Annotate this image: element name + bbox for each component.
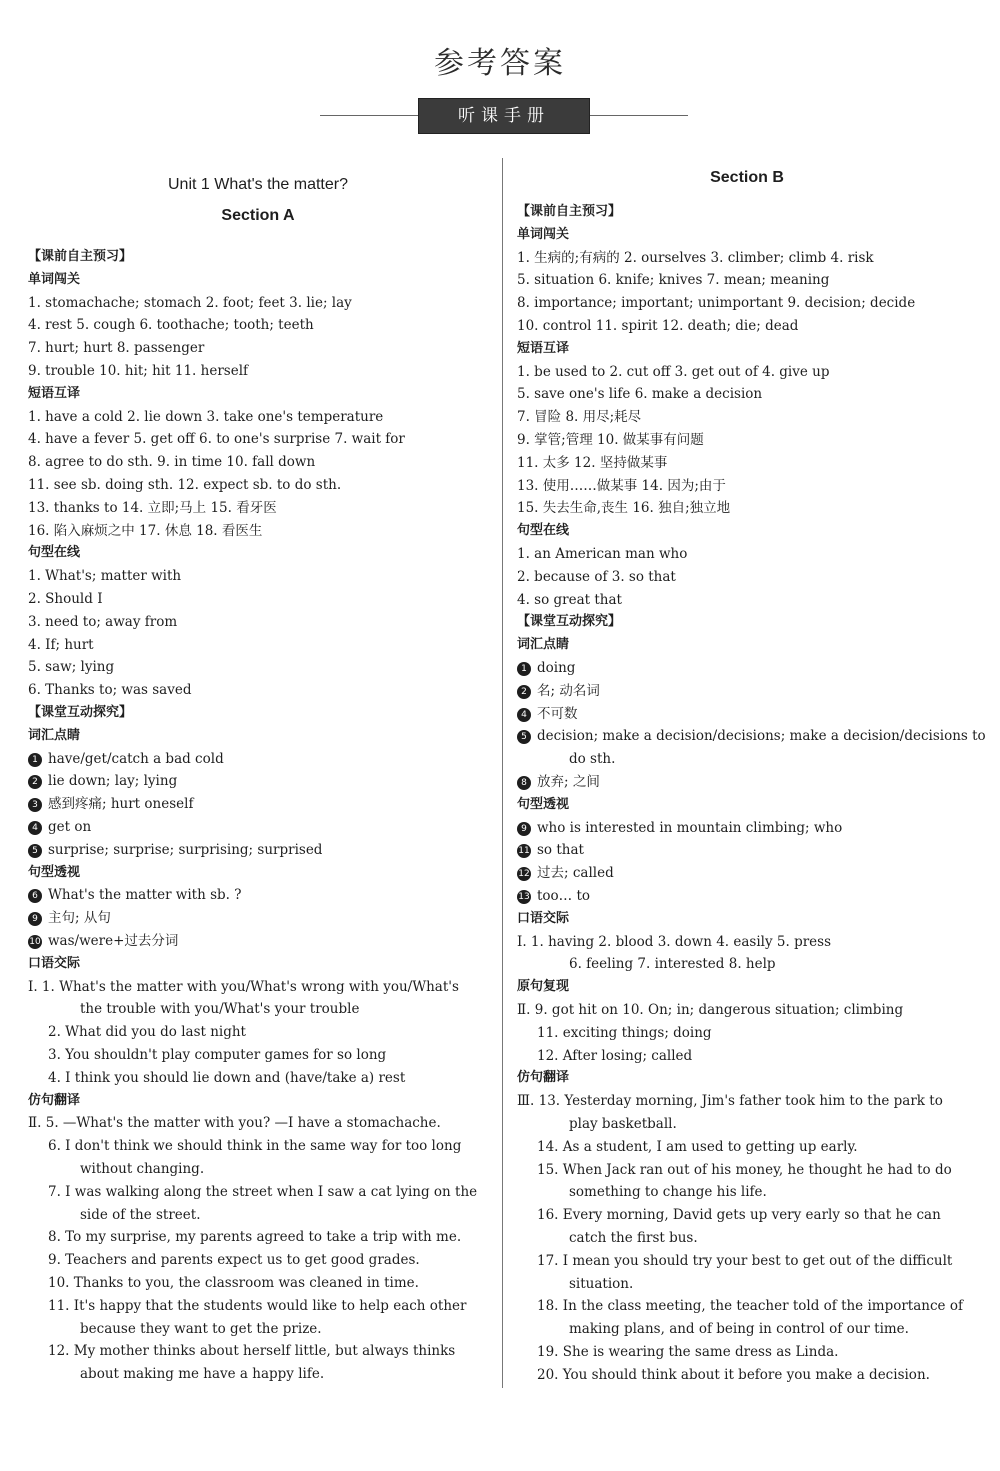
circled-number-icon: 8	[517, 776, 531, 790]
line-text: 感到疼痛; hurt oneself	[48, 796, 194, 813]
answer-line	[517, 817, 842, 839]
line-text: 12. After losing; called	[537, 1047, 693, 1064]
section-heading	[28, 862, 80, 884]
answer-line	[28, 634, 94, 656]
line-text: without changing.	[80, 1161, 205, 1177]
answer-line	[28, 1112, 441, 1134]
line-text: 14. As a student, I am used to getting up early.	[537, 1138, 858, 1155]
answer-line	[517, 269, 829, 291]
line-text: 过去; called	[537, 865, 614, 882]
line-text: 11. It's happy that the students would like to help each other	[48, 1297, 467, 1314]
answer-line	[517, 292, 915, 314]
line-text: 11. see sb. doing sth. 12. expect sb. to do sth.	[28, 477, 342, 493]
unit-title: Unit 1 What's the matter?	[167, 176, 348, 193]
section-heading	[28, 725, 80, 747]
line-text: 1. have a cold 2. lie down 3. take one's temperature	[28, 408, 384, 425]
section-heading	[517, 338, 569, 360]
answer-line	[80, 1158, 204, 1180]
line-text: Ⅱ. 9. got hit on 10. On; in; dangerous situation; climbing	[517, 1002, 904, 1018]
answer-line	[28, 428, 405, 450]
line-text: so that	[537, 842, 584, 859]
answer-line	[537, 1364, 930, 1386]
answer-line	[48, 1067, 405, 1089]
line-text: 11. exciting things; doing	[537, 1024, 712, 1041]
answer-line	[28, 816, 91, 838]
line-text: who is interested in mountain climbing; who	[537, 819, 843, 836]
section-b-title: Section B	[710, 169, 784, 186]
answer-line	[537, 1204, 941, 1226]
section-heading	[28, 542, 80, 564]
section-heading	[28, 269, 80, 291]
line-text: 10. Thanks to you, the classroom was cleaned in time.	[48, 1275, 419, 1291]
answer-line	[569, 1181, 767, 1203]
answer-line	[537, 1136, 858, 1158]
answer-line	[517, 885, 590, 907]
answer-line	[48, 1021, 246, 1043]
answer-line	[48, 1272, 419, 1294]
circled-number-icon: 1	[28, 753, 42, 767]
answer-line	[517, 406, 641, 428]
line-text: 1. 生病的;有病的 2. ourselves 3. climber; climb 4. risk	[517, 249, 874, 266]
line-text: side of the street.	[80, 1206, 201, 1223]
line-text: 4. I think you should lie down and (have/take a) rest	[48, 1069, 406, 1086]
circled-number-icon: 9	[28, 912, 42, 926]
answer-line	[28, 748, 224, 770]
answer-line	[28, 656, 114, 678]
answer-line	[537, 1250, 952, 1272]
answer-line	[28, 611, 177, 633]
line-text: 9. Teachers and parents expect us to get good grades.	[48, 1252, 420, 1269]
answer-line	[517, 315, 798, 337]
answer-line	[28, 976, 459, 998]
section-heading	[517, 201, 621, 223]
circled-number-icon: 4	[517, 708, 531, 722]
section-heading	[517, 611, 621, 633]
line-text: 4. so great that	[517, 591, 622, 608]
line-text: 仿句翻译	[517, 1070, 570, 1086]
answer-line	[28, 770, 177, 792]
line-text: 单词闯关	[517, 226, 570, 242]
answer-line	[28, 497, 277, 519]
section-heading	[517, 908, 569, 930]
answer-line	[28, 930, 178, 952]
line-text: 20. You should think about it before you make a decision.	[537, 1366, 930, 1383]
circled-number-icon: 12	[518, 869, 530, 880]
answer-line	[517, 680, 600, 702]
line-text: the trouble with you/What's your trouble	[80, 1001, 360, 1018]
section-banner	[320, 98, 688, 134]
line-text: 16. Every morning, David gets up very early so that he can	[537, 1207, 941, 1224]
line-text: 句型在线	[28, 545, 81, 561]
line-text: 7. 冒险 8. 用尽;耗尽	[517, 409, 642, 426]
answer-line	[517, 475, 726, 497]
answer-line	[517, 452, 667, 474]
answer-line	[517, 839, 584, 861]
answer-line	[48, 1226, 461, 1248]
line-text: 不可数	[537, 705, 578, 722]
answer-line	[48, 1249, 420, 1271]
answer-line	[28, 314, 314, 336]
answer-line	[517, 657, 575, 679]
section-heading	[28, 246, 132, 268]
answer-line	[28, 588, 103, 610]
answer-line	[569, 1113, 677, 1135]
page-title: 参考答案	[434, 46, 566, 81]
answer-line	[537, 1022, 712, 1044]
line-text: 5. save one's life 6. make a decision	[517, 386, 763, 403]
line-text: 名; 动名词	[537, 682, 600, 699]
line-text: get on	[48, 819, 92, 835]
answer-line	[569, 1273, 633, 1295]
line-text: 13. 使用……做某事 14. 因为;由于	[517, 477, 726, 494]
line-text: making plans, and of being in control of our time.	[569, 1321, 909, 1338]
circled-number-icon: 1	[517, 662, 531, 676]
answer-line	[517, 771, 600, 793]
answer-line	[28, 520, 262, 542]
answer-line	[517, 429, 704, 451]
answer-line	[28, 337, 204, 359]
line-text: 9. 掌管;管理 10. 做某事有问题	[517, 432, 704, 448]
circled-number-icon: 5	[517, 730, 531, 744]
line-text: 2. Should I	[28, 591, 103, 607]
line-text: something to change his life.	[569, 1184, 767, 1201]
answer-line	[28, 474, 341, 496]
answer-line	[28, 451, 315, 473]
circled-number-icon: 13	[518, 892, 530, 902]
circled-number-icon: 2	[28, 775, 42, 789]
line-text: surprise; surprise; surprising; surprised	[48, 841, 323, 858]
line-text: 4. rest 5. cough 6. toothache; tooth; teeth	[28, 317, 314, 334]
answer-line	[517, 566, 676, 588]
line-text: do sth.	[569, 751, 616, 768]
answer-line	[569, 748, 615, 770]
line-text: 4. have a fever 5. get off 6. to one's surprise 7. wait for	[28, 431, 405, 448]
line-text: 放弃; 之间	[537, 774, 600, 790]
circled-number-icon: 9	[517, 822, 531, 836]
answer-line	[517, 543, 687, 565]
line-text: 主句; 从句	[48, 910, 111, 927]
section-heading	[517, 634, 569, 656]
column-divider	[502, 158, 503, 1388]
answer-line	[517, 725, 986, 747]
answer-line	[28, 292, 352, 314]
section-heading	[28, 953, 80, 975]
answer-line	[517, 1090, 943, 1112]
line-text: 13. thanks to 14. 立即;马上 15. 看牙医	[28, 499, 277, 516]
line-text: 句型在线	[517, 523, 570, 539]
line-text: 17. I mean you should try your best to get out of the difficult	[537, 1252, 953, 1269]
answer-line	[80, 998, 359, 1020]
line-text: lie down; lay; lying	[48, 773, 178, 790]
line-text: 5. situation 6. knife; knives 7. mean; meaning	[517, 272, 830, 289]
line-text: 7. I was walking along the street when I saw a cat lying on the	[48, 1183, 478, 1200]
line-text: 句型透视	[28, 864, 81, 880]
circled-number-icon: 6	[28, 889, 42, 903]
line-text: 15. When Jack ran out of his money, he thought he had to do	[537, 1161, 952, 1178]
answer-line	[517, 703, 578, 725]
section-heading	[517, 1067, 569, 1089]
line-text: Ⅱ. 5. —What's the matter with you? —I have a stomachache.	[28, 1115, 441, 1132]
answer-line	[48, 1135, 461, 1157]
line-text: 6. feeling 7. interested 8. help	[569, 956, 776, 973]
line-text: have/get/catch a bad cold	[48, 750, 224, 767]
answer-line	[537, 1045, 692, 1067]
line-text: 1. What's; matter with	[28, 568, 182, 585]
section-heading	[517, 794, 569, 816]
line-text: 10. control 11. spirit 12. death; die; dead	[517, 318, 799, 334]
line-text: 短语互译	[28, 385, 81, 401]
line-text: Ⅲ. 13. Yesterday morning, Jim's father took him to the park to	[517, 1093, 943, 1110]
answer-line	[28, 406, 383, 428]
answer-line	[537, 1341, 838, 1363]
line-text: was/were+过去分词	[48, 933, 179, 949]
line-text: 短语互译	[517, 340, 570, 356]
answer-line	[517, 931, 831, 953]
line-text: 1. stomachache; stomach 2. foot; feet 3. lie; lay	[28, 294, 352, 311]
line-text: 2. because of 3. so that	[517, 568, 676, 585]
answer-line	[48, 1181, 477, 1203]
answer-line	[80, 1318, 322, 1340]
answer-line	[537, 1295, 963, 1317]
answer-line	[28, 565, 181, 587]
answer-line	[517, 589, 622, 611]
section-heading	[28, 702, 132, 724]
line-text: 15. 失去生命,丧生 16. 独自;独立地	[517, 500, 731, 517]
circled-number-icon: 10	[29, 937, 41, 947]
line-text: 5. saw; lying	[28, 659, 115, 676]
line-text: catch the first bus.	[569, 1230, 698, 1246]
line-text: 4. If; hurt	[28, 636, 94, 653]
line-text: doing	[537, 660, 576, 676]
answer-line	[517, 383, 762, 405]
answer-line	[28, 360, 248, 382]
circled-number-icon: 4	[28, 821, 42, 835]
line-text: 1. an American man who	[517, 546, 688, 562]
line-text: 8. importance; important; unimportant 9. decision; decide	[517, 295, 916, 312]
answer-line	[28, 793, 193, 815]
line-text: 2. What did you do last night	[48, 1024, 246, 1041]
answer-line	[48, 1044, 386, 1066]
line-text: play basketball.	[569, 1116, 677, 1132]
answer-line	[569, 953, 776, 975]
answer-line	[569, 1227, 698, 1249]
answer-line	[28, 839, 322, 861]
circled-number-icon: 3	[28, 798, 42, 812]
section-a-title: Section A	[221, 207, 295, 224]
answer-line	[517, 361, 829, 383]
section-heading	[517, 976, 569, 998]
answer-line	[517, 862, 614, 884]
answer-line	[537, 1159, 952, 1181]
line-text: Ⅰ. 1. having 2. blood 3. down 4. easily 5. press	[517, 933, 832, 950]
section-heading	[28, 383, 80, 405]
line-text: 词汇点睛	[28, 727, 81, 743]
line-text: situation.	[569, 1275, 634, 1292]
answer-line	[28, 907, 111, 929]
circled-number-icon: 11	[518, 846, 530, 857]
line-text: 【课堂互动探究】	[517, 614, 622, 630]
answer-line	[569, 1318, 909, 1340]
line-text: 【课前自主预习】	[28, 249, 133, 264]
line-text: 仿句翻译	[28, 1092, 81, 1108]
line-text: 8. agree to do sth. 9. in time 10. fall down	[28, 454, 316, 471]
line-text: 6. I don't think we should think in the same way for too long	[48, 1138, 462, 1155]
answer-line	[28, 884, 241, 906]
line-text: Ⅰ. 1. What's the matter with you/What's wrong with you/What's	[28, 978, 459, 995]
line-text: 口语交际	[28, 955, 81, 971]
circled-number-icon: 5	[28, 844, 42, 858]
line-text: 16. 陷入麻烦之中 17. 休息 18. 看医生	[28, 522, 263, 539]
line-text: 7. hurt; hurt 8. passenger	[28, 340, 205, 357]
answer-line	[517, 247, 874, 269]
line-text: 句型透视	[517, 796, 570, 812]
answer-line	[28, 679, 191, 701]
section-heading	[517, 224, 569, 246]
line-text: 11. 太多 12. 坚持做某事	[517, 454, 668, 471]
answer-line	[80, 1363, 324, 1385]
line-text: 【课前自主预习】	[517, 204, 622, 219]
section-heading	[28, 1090, 80, 1112]
line-text: 12. My mother thinks about herself little, but always thinks	[48, 1343, 456, 1360]
line-text: too… to	[537, 888, 591, 904]
line-text: 18. In the class meeting, the teacher told of the importance of	[537, 1298, 963, 1315]
line-text: 口语交际	[517, 910, 570, 926]
banner-label: 听课手册	[418, 98, 590, 134]
answer-line	[517, 497, 730, 519]
line-text: 6. Thanks to; was saved	[28, 682, 192, 699]
section-heading	[517, 520, 569, 542]
answer-line	[48, 1340, 455, 1362]
line-text: 3. You shouldn't play computer games for so long	[48, 1047, 387, 1063]
line-text: 词汇点睛	[517, 637, 570, 653]
circled-number-icon: 2	[517, 685, 531, 699]
line-text: 单词闯关	[28, 271, 81, 287]
answer-line	[80, 1204, 201, 1226]
line-text: because they want to get the prize.	[80, 1320, 322, 1337]
line-text: 【课堂互动探究】	[28, 705, 133, 720]
line-text: decision; make a decision/decisions; make a decision/decisions to	[537, 728, 986, 745]
line-text: 19. She is wearing the same dress as Linda.	[537, 1344, 839, 1360]
line-text: What's the matter with sb. ?	[48, 887, 242, 904]
answer-line	[517, 999, 903, 1021]
line-text: about making me have a happy life.	[80, 1366, 325, 1383]
line-text: 9. trouble 10. hit; hit 11. herself	[28, 363, 249, 379]
answer-line	[48, 1295, 466, 1317]
line-text: 8. To my surprise, my parents agreed to take a trip with me.	[48, 1229, 462, 1246]
line-text: 3. need to; away from	[28, 613, 178, 630]
line-text: 1. be used to 2. cut off 3. get out of 4. give up	[517, 363, 830, 380]
line-text: 原句复现	[517, 979, 570, 995]
